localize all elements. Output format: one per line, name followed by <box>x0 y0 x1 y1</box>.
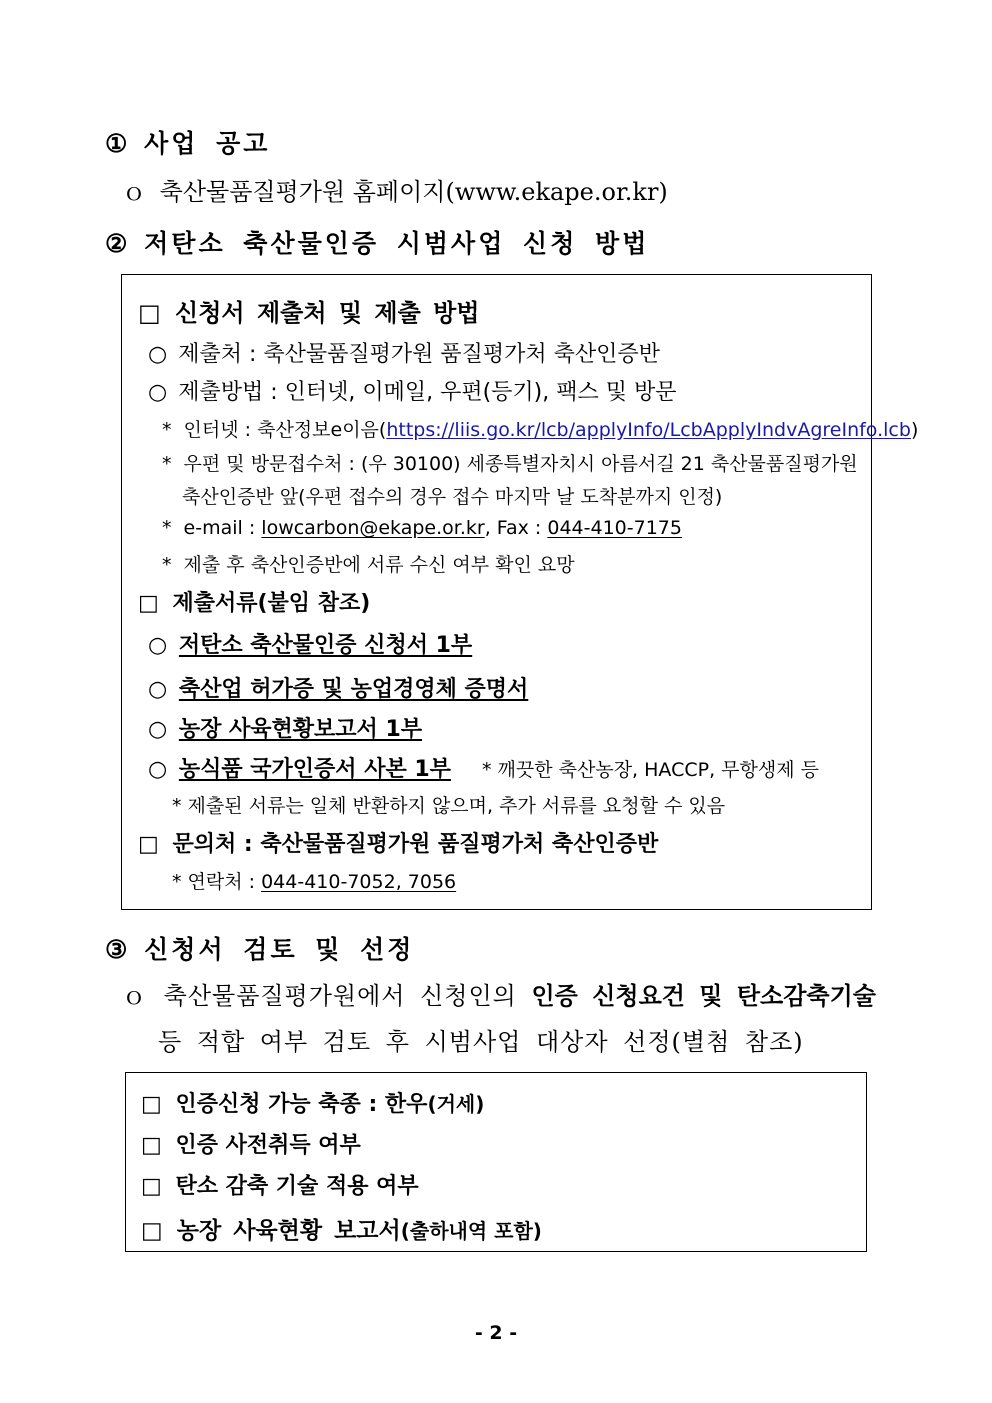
section3-heading <box>105 930 414 966</box>
checkbox-square-icon: □ <box>141 1133 162 1158</box>
criteria-item-1 <box>141 1087 484 1118</box>
document-item-2-text: 축산업 허가증 및 농업경영체 증명서 <box>178 677 529 702</box>
contact-heading-text: 문의처 : 축산물품질평가원 품질평가처 축산인증반 <box>172 832 659 857</box>
documents-heading-text: 제출서류(붙임 참조) <box>172 591 371 616</box>
note-confirm <box>162 550 575 577</box>
submission-method-text: 제출방법 : 인터넷, 이메일, 우편(등기), 팩스 및 방문 <box>178 380 677 405</box>
submission-place-text: 제출처 : 축산물품질평가원 품질평가처 축산인증반 <box>178 342 660 367</box>
circle-bullet-icon: ○ <box>148 717 168 742</box>
section1-line <box>122 172 668 207</box>
document-item-3-text: 농장 사육현황보고서 1부 <box>178 717 423 742</box>
section3-line1-bold: 인증 신청요건 및 탄소감축기술 <box>531 982 876 1010</box>
circle-bullet-icon: ○ <box>148 342 168 367</box>
section3-line1-prefix: 축산물품질평가원에서 신청인의 <box>163 982 532 1010</box>
checkbox-square-icon: □ <box>138 299 161 327</box>
criteria-item-1-extra: (거세) <box>427 1092 485 1116</box>
criteria-item-4-extra: (출하내역 포함) <box>400 1219 542 1243</box>
bullet-icon: ｏ <box>122 982 146 1010</box>
no-return-note: * 제출된 서류는 일체 반환하지 않으며, 추가 서류를 요청할 수 있음 <box>172 795 726 817</box>
checkbox-square-icon: □ <box>141 1218 163 1244</box>
section3-line1 <box>122 976 876 1011</box>
method-heading-text: 신청서 제출처 및 제출 방법 <box>175 299 480 327</box>
checkbox-square-icon: □ <box>141 1092 162 1117</box>
submission-place <box>148 337 660 368</box>
submission-method <box>148 375 677 406</box>
star-icon: * <box>162 517 172 539</box>
documents-heading <box>138 586 370 617</box>
phone-label: * 연락처 : <box>172 871 262 893</box>
contact-phone <box>172 867 456 894</box>
email-address[interactable]: lowcarbon@ekape.or.kr <box>261 517 485 539</box>
section2-title: 저탄소 축산물인증 시범사업 신청 방법 <box>144 229 650 258</box>
internet-prefix: 인터넷 : 축산정보e이음( <box>183 419 387 441</box>
criteria-item-4-text: 농장 사육현황 보고서 <box>176 1218 401 1244</box>
section3-number: ③ <box>105 935 128 964</box>
mail-line1-text: 우편 및 방문접수처 : (우 30100) 세종특별자치시 아름서길 21 축산물품질평가원 <box>183 453 858 475</box>
phone-number: 044-410-7052, 7056 <box>261 871 457 893</box>
document-item-1 <box>148 628 472 659</box>
criteria-item-1-text: 인증신청 가능 축종 : 한우 <box>175 1092 428 1117</box>
criteria-item-2-text: 인증 사전취득 여부 <box>175 1133 361 1158</box>
bullet-icon: ｏ <box>122 178 146 206</box>
section1-title: 사업 공고 <box>144 129 271 158</box>
fax-label: , Fax : <box>484 517 548 539</box>
checkbox-square-icon: □ <box>141 1174 162 1199</box>
document-item-1-text: 저탄소 축산물인증 신청서 1부 <box>178 633 473 658</box>
section1-text: 축산물품질평가원 홈페이지(www.ekape.or.kr) <box>159 178 668 206</box>
contact-heading <box>138 827 658 858</box>
circle-bullet-icon: ○ <box>148 757 168 782</box>
fax-number: 044-410-7175 <box>547 517 682 539</box>
criteria-item-3 <box>141 1169 419 1200</box>
section1-heading <box>105 124 270 160</box>
section3-line2: 등 적합 여부 검토 후 시범사업 대상자 선정(별첨 참조) <box>158 1028 804 1056</box>
page-number: - 2 - <box>474 1322 518 1344</box>
section2-heading <box>105 224 649 260</box>
star-icon: * <box>162 453 172 475</box>
note-internet <box>162 415 918 442</box>
application-method-box <box>121 274 919 910</box>
selection-criteria-box <box>125 1072 867 1252</box>
internet-link[interactable]: https://liis.go.kr/lcb/applyInfo/LcbApplyIndvAgreInfo.lcb <box>386 419 911 441</box>
section2-number: ② <box>105 229 128 258</box>
document-item-3 <box>148 712 422 743</box>
document-item-4-text: 농식품 국가인증서 사본 1부 <box>178 757 451 782</box>
email-label: e-mail : <box>183 517 262 539</box>
criteria-item-2 <box>141 1128 361 1159</box>
criteria-item-4 <box>141 1212 542 1245</box>
confirm-text: 제출 후 축산인증반에 서류 수신 여부 확인 요망 <box>183 554 575 576</box>
circle-bullet-icon: ○ <box>148 633 168 658</box>
circle-bullet-icon: ○ <box>148 380 168 405</box>
section3-title: 신청서 검토 및 선정 <box>144 935 415 964</box>
internet-suffix: ) <box>910 419 919 441</box>
document-item-2 <box>148 672 528 703</box>
criteria-item-3-text: 탄소 감축 기술 적용 여부 <box>175 1174 419 1199</box>
section1-number: ① <box>105 129 128 158</box>
checkbox-square-icon: □ <box>138 832 159 857</box>
method-heading <box>138 293 480 328</box>
circle-bullet-icon: ○ <box>148 677 168 702</box>
note-mail-line2: 축산인증반 앞(우편 접수의 경우 접수 마지막 날 도착분까지 인정) <box>182 486 723 508</box>
document-item-4-note: * 깨끗한 축산농장, HACCP, 무항생제 등 <box>482 759 819 781</box>
checkbox-square-icon: □ <box>138 591 159 616</box>
note-mail-line1 <box>162 449 858 476</box>
document-item-4 <box>148 752 451 783</box>
star-icon: * <box>162 419 172 441</box>
note-email-fax <box>162 517 682 539</box>
star-icon: * <box>162 554 172 576</box>
